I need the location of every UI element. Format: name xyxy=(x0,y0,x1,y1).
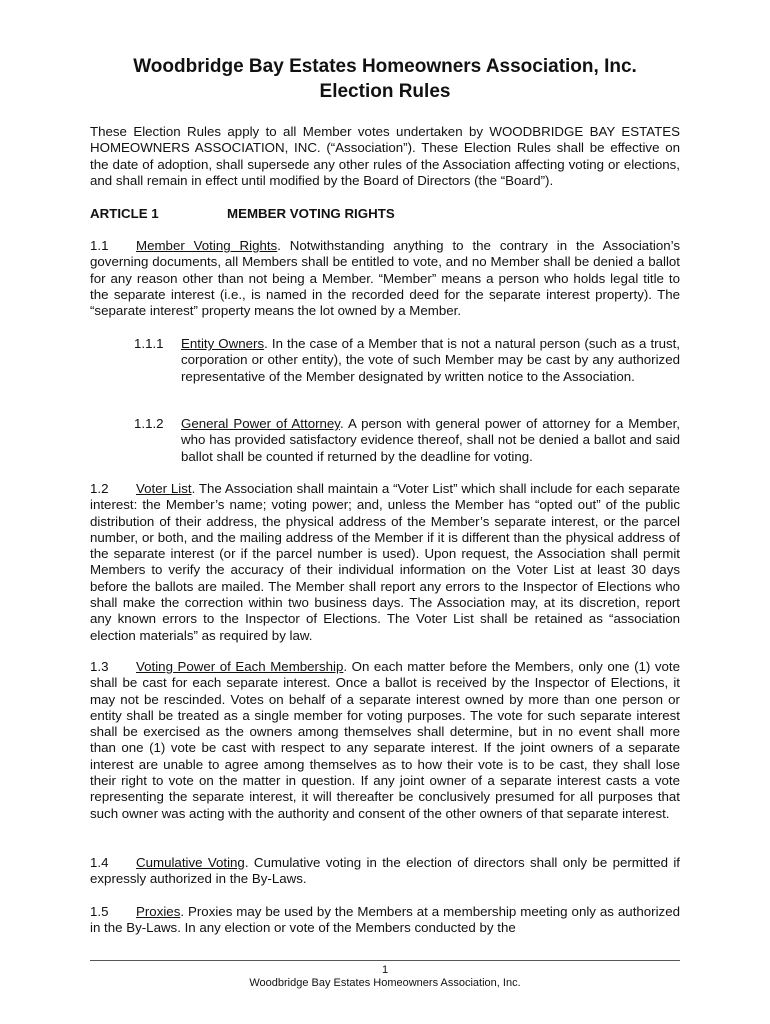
section-heading: Proxies xyxy=(136,904,181,919)
section-text: . Proxies may be used by the Members at a membership meeting only as authorized in the By-Laws. In any election or vote of the Members conducted by the xyxy=(90,904,680,936)
intro-paragraph: These Election Rules apply to all Member votes undertaken by WOODBRIDGE BAY ESTATES HOMEOWNERS ASSOCIATION, INC. (“Association”). These Election Rules shall be effective on the date of adoption, shall supersede any other rules of the Association affecting voting or elections, and shall remain in effect until modified by the Board of Directors (the “Board”). xyxy=(90,124,680,188)
section-number: 1.5 xyxy=(90,904,109,919)
section-1-2 xyxy=(90,481,680,644)
footer-org-name: Woodbridge Bay Estates Homeowners Association, Inc. xyxy=(249,977,521,989)
section-heading: Cumulative Voting xyxy=(136,855,245,870)
section-number: 1.4 xyxy=(90,855,109,870)
subsection-1-1-2 xyxy=(181,416,680,465)
section-heading: Member Voting Rights xyxy=(136,238,278,253)
section-text: . A person with general power of attorney for a Member, who has provided satisfactory evidence thereof, shall not be denied a ballot and said ballot shall be counted if returned by the deadline for voting. xyxy=(181,416,680,464)
section-1-5 xyxy=(90,904,680,937)
section-text: . On each matter before the Members, only one (1) vote shall be cast for each separate interest. Once a ballot is received by the Inspector of Elections, it may not be rescinded. Votes on behalf of a separate interest owned by more than one person or entity shall be treated as a single member for voting purposes. The vote for such separate interest shall be exercised as the owners among themselves shall determine, but in no event shall more than one (1) vote be cast with respect to any separate interest. If the joint owners of a separate interest are unable to agree among themselves as to how their vote is to be cast, they shall lose their right to vote on the matter in question. If any joint owner of a separate interest casts a vote representing the separate interest, it will thereafter be conclusively presumed for all purposes that such owner was acting with the authority and consent of the other owners of that separate interest. xyxy=(90,659,681,821)
document-title xyxy=(90,54,680,104)
section-text: . Notwithstanding anything to the contrary in the Association’s governing documents, all Members shall be entitled to vote, and no Member shall be denied a ballot for any reason other than not being a Member. “Member” means a person who holds legal title to the separate interest (i.e., is named in the recorded deed for the separate interest property). The “separate interest” property means the lot owned by a Member. xyxy=(90,238,680,319)
title-line-1: Woodbridge Bay Estates Homeowners Association, Inc. xyxy=(133,56,637,77)
section-1-4 xyxy=(90,855,680,888)
section-heading: Voting Power of Each Membership xyxy=(136,659,344,674)
subsection-1-1-1 xyxy=(181,336,680,385)
section-heading: General Power of Attorney xyxy=(181,416,340,431)
section-text: . In the case of a Member that is not a natural person (such as a trust, corporation or other entity), the vote of such Member may be cast by any authorized representative of the Member designated by written notice to the Association. xyxy=(181,336,680,384)
section-heading: Entity Owners xyxy=(181,336,265,351)
section-number: 1.3 xyxy=(90,659,109,674)
article-number: ARTICLE 1 xyxy=(90,206,159,221)
article-title: MEMBER VOTING RIGHTS xyxy=(227,206,395,221)
subsection-number: 1.1.1 xyxy=(134,336,164,351)
section-number: 1.1 xyxy=(90,238,109,253)
section-1-3 xyxy=(90,659,680,822)
footer-divider xyxy=(90,960,680,961)
section-text: . Cumulative voting in the election of directors shall only be permitted if expressly authorized in the By-Laws. xyxy=(90,855,680,887)
section-heading: Voter List xyxy=(136,481,192,496)
title-line-2: Election Rules xyxy=(319,81,451,102)
page-number: 1 xyxy=(381,964,389,976)
section-1-1 xyxy=(90,238,680,319)
section-text: . The Association shall maintain a “Voter List” which shall include for each separate interest: the Member’s name; voting power; and, unless the Member has “opted out” of the public distribution of their address, the physical address of the Member’s separate interest, or the parcel number, or both, and the mailing address of the Member if it is different than the physical address of the separate interest (or if the parcel number is used). Upon request, the Association shall permit Members to verify the accuracy of their individual information on the Voter List at least 30 days before the ballots are mailed. The Member shall report any errors to the Inspector of Elections who shall make the correction within two business days. The Association may, at its discretion, report any known errors to the Inspector of Elections. The Voter List shall be retained as “association election materials” as required by law. xyxy=(90,481,680,643)
section-number: 1.2 xyxy=(90,481,109,496)
subsection-number: 1.1.2 xyxy=(134,416,164,431)
